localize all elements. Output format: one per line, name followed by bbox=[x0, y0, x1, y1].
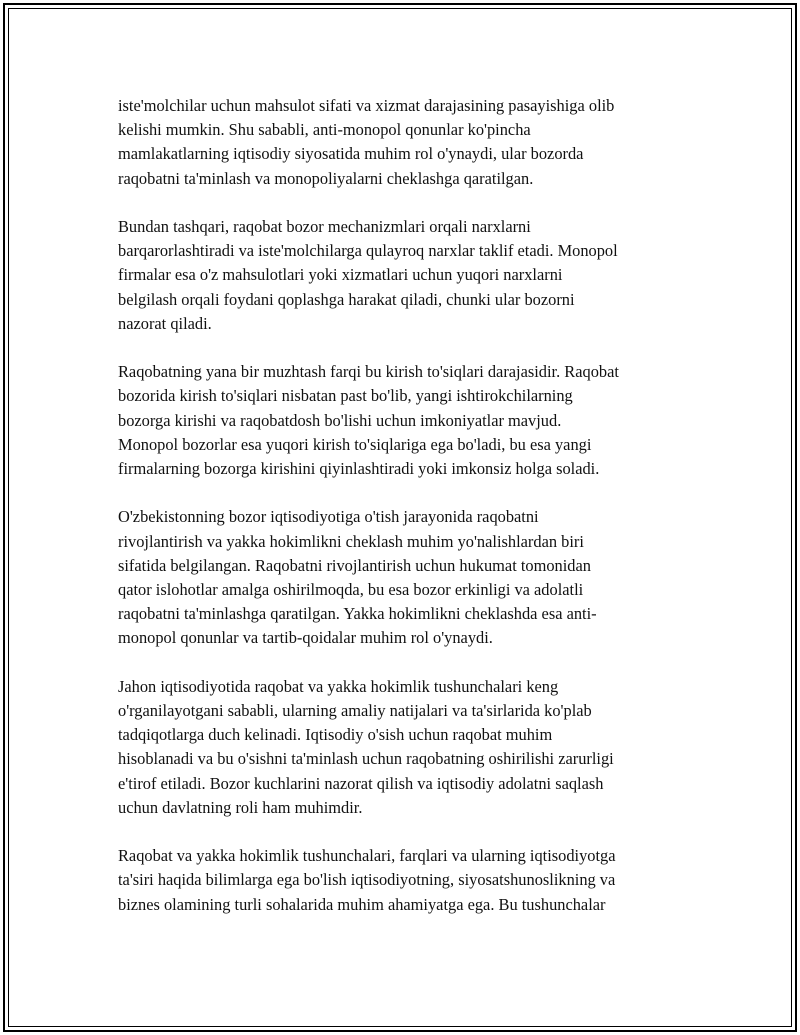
paragraph-4 bbox=[118, 505, 688, 650]
paragraph-6 bbox=[118, 844, 688, 917]
text-line: nazorat qiladi. bbox=[118, 313, 212, 333]
document-body bbox=[118, 94, 688, 941]
text-line: barqarorlashtiradi va iste'molchilarga qulayroq narxlar taklif etadi. Monopol bbox=[118, 241, 618, 261]
text-line: bozorida kirish to'siqlari nisbatan past bo'lib, yangi ishtirokchilarning bbox=[118, 386, 573, 406]
text-line: Jahon iqtisodiyotida raqobat va yakka hokimlik tushunchalari keng bbox=[118, 676, 559, 696]
text-line: uchun davlatning roli ham muhimdir. bbox=[118, 797, 363, 817]
text-line: e'tirof etiladi. Bozor kuchlarini nazorat qilish va iqtisodiy adolatni saqlash bbox=[118, 773, 604, 793]
text-line: biznes olamining turli sohalarida muhim ahamiyatga ega. Bu tushunchalar bbox=[118, 894, 606, 914]
text-line: monopol qonunlar va tartib-qoidalar muhim rol o'ynaydi. bbox=[118, 628, 493, 648]
text-line: sifatida belgilangan. Raqobatni rivojlantirish uchun hukumat tomonidan bbox=[118, 555, 591, 575]
text-line: tadqiqotlarga duch kelinadi. Iqtisodiy o'sish uchun raqobat muhim bbox=[118, 725, 553, 745]
text-line: Monopol bozorlar esa yuqori kirish to'siqlariga ega bo'ladi, bu esa yangi bbox=[118, 434, 592, 454]
text-line: O'zbekistonning bozor iqtisodiyotiga o'tish jarayonida raqobatni bbox=[118, 507, 539, 527]
text-line: rivojlantirish va yakka hokimlikni cheklash muhim yo'nalishlardan biri bbox=[118, 531, 584, 551]
text-line: Bundan tashqari, raqobat bozor mechanizmlari orqali narxlarni bbox=[118, 217, 531, 236]
text-line: kelishi mumkin. Shu sababli, anti-monopol qonunlar ko'pincha bbox=[118, 120, 531, 140]
text-line: raqobatni ta'minlashga qaratilgan. Yakka hokimlikni cheklashda esa anti- bbox=[118, 604, 597, 624]
text-line: belgilash orqali foydani qoplashga harakat qiladi, chunki ular bozorni bbox=[118, 289, 575, 309]
paragraph-5 bbox=[118, 675, 688, 820]
paragraph-3 bbox=[118, 360, 688, 481]
text-line: raqobatni ta'minlash va monopoliyalarni cheklashga qaratilgan. bbox=[118, 168, 534, 188]
text-line: hisoblanadi va bu o'sishni ta'minlash uchun raqobatning oshirilishi zarurligi bbox=[118, 749, 614, 769]
text-line: firmalarning bozorga kirishini qiyinlashtiradi yoki imkonsiz holga soladi. bbox=[118, 459, 600, 479]
text-line: bozorga kirishi va raqobatdosh bo'lishi uchun imkoniyatlar mavjud. bbox=[118, 410, 562, 430]
text-line: firmalar esa o'z mahsulotlari yoki xizmatlari uchun yuqori narxlarni bbox=[118, 265, 563, 285]
text-line: mamlakatlarning iqtisodiy siyosatida muhim rol o'ynaydi, ular bozorda bbox=[118, 144, 584, 164]
text-line: iste'molchilar uchun mahsulot sifati va xizmat darajasining pasayishiga olib bbox=[118, 96, 615, 115]
paragraph-2 bbox=[118, 215, 688, 336]
text-line: Raqobat va yakka hokimlik tushunchalari, farqlari va ularning iqtisodiyotga bbox=[118, 846, 616, 866]
text-line: Raqobatning yana bir muzhtash farqi bu kirish to'siqlari darajasidir. Raqobat bbox=[118, 362, 619, 382]
text-line: ta'siri haqida bilimlarga ega bo'lish iqtisodiyotning, siyosatshunoslikning va bbox=[118, 870, 616, 890]
paragraph-1 bbox=[118, 94, 688, 191]
text-line: o'rganilayotgani sababli, ularning amaliy natijalari va ta'sirlarida ko'plab bbox=[118, 701, 592, 721]
text-line: qator islohotlar amalga oshirilmoqda, bu esa bozor erkinligi va adolatli bbox=[118, 580, 584, 600]
